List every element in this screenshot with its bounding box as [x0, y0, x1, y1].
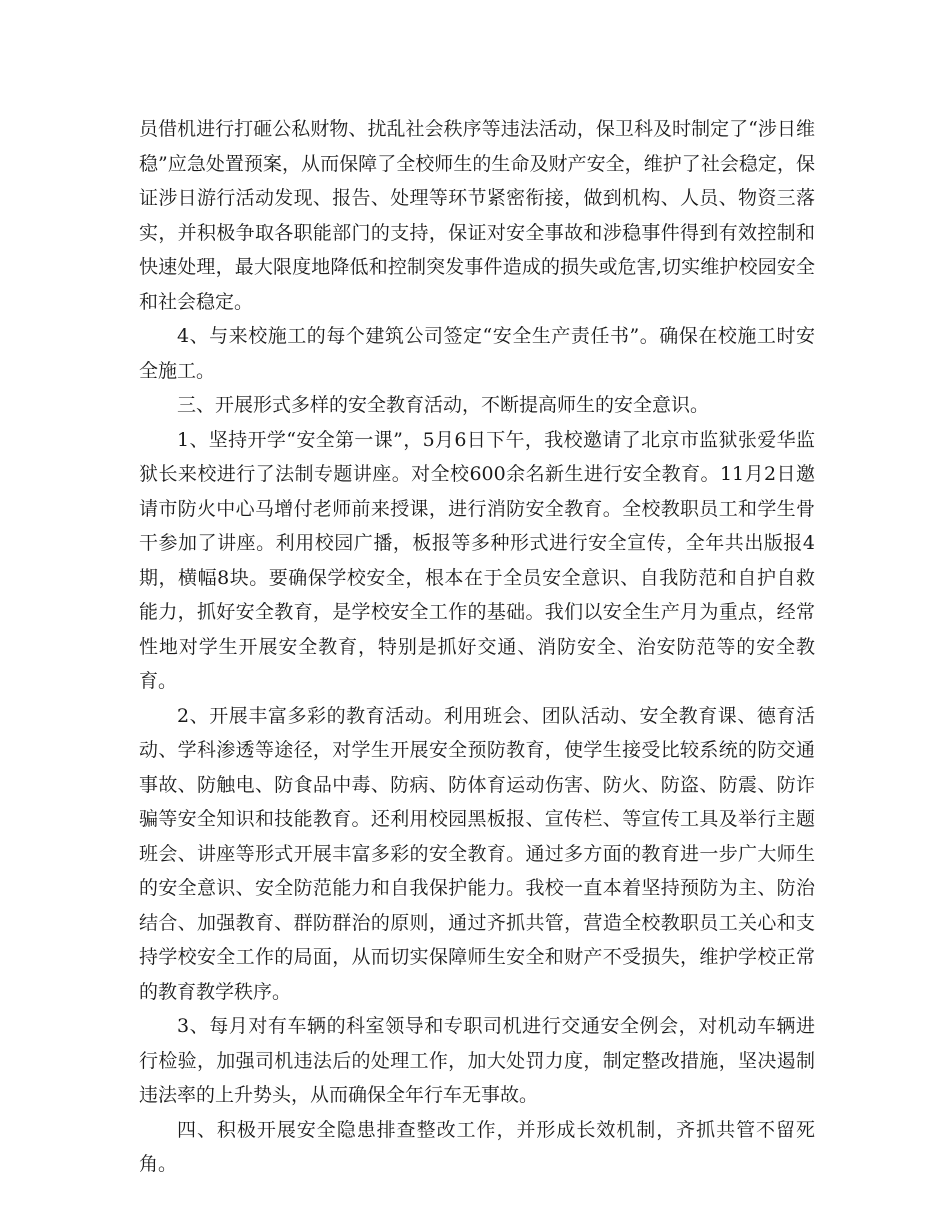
paragraph-item-1: 1、坚持开学“安全第一课”，5月6日下午，我校邀请了北京市监狱张爱华监狱长来校进行了法制专题讲座。对全校600余名新生进行安全教育。11月2日邀请市防火中心马增付老师前来授课，进行消防安全教育。全校教职员工和学生骨干参加了讲座。利用校园广播，板报等多种形式进行安全宣传，全年共出版报4期，横幅8块。要确保学校安全，根本在于全员安全意识、自我防范和自护自救能力，抓好安全教育，是学校安全工作的基础。我们以安全生产月为重点，经常性地对学生开展安全教育，特别是抓好交通、消防安全、治安防范等的安全教育。	[139, 428, 815, 692]
section-heading-3: 三、开展形式多样的安全教育活动，不断提高师生的安全意识。	[177, 394, 710, 416]
paragraph-continued: 员借机进行打砸公私财物、扰乱社会秩序等违法活动，保卫科及时制定了“涉日维稳”应急处置预案，从而保障了全校师生的生命及财产安全，维护了社会稳定，保证涉日游行活动发现、报告、处理等环节紧密衔接，做到机构、人员、物资三落实，并积极争取各职能部门的支持，保证对安全事故和涉稳事件得到有效控制和快速处理，最大限度地降低和控制突发事件造成的损失或危害,切实维护校园安全和社会稳定。	[139, 118, 815, 313]
section-heading-4: 四、积极开展安全隐患排查整改工作，并形成长效机制，齐抓共管不留死角。	[139, 1118, 815, 1175]
document-body	[139, 112, 815, 1182]
paragraph-item-4: 4、与来校施工的每个建筑公司签定“安全生产责任书”。确保在校施工时安全施工。	[139, 325, 815, 382]
paragraph-item-2: 2、开展丰富多彩的教育活动。利用班会、团队活动、安全教育课、德育活动、学科渗透等途径，对学生开展安全预防教育，使学生接受比较系统的防交通事故、防触电、防食品中毒、防病、防体育运动伤害、防火、防盗、防震、防诈骗等安全知识和技能教育。还利用校园黑板报、宣传栏、等宣传工具及举行主题班会、讲座等形式开展丰富多彩的安全教育。通过多方面的教育进一步广大师生的安全意识、安全防范能力和自我保护能力。我校一直本着坚持预防为主、防治结合、加强教育、群防群治的原则，通过齐抓共管，营造全校教职员工关心和支持学校安全工作的局面，从而切实保障师生安全和财产不受损失，维护学校正常的教育教学秩序。	[139, 704, 815, 1003]
paragraph-item-3: 3、每月对有车辆的科室领导和专职司机进行交通安全例会，对机动车辆进行检验，加强司机违法后的处理工作，加大处罚力度，制定整改措施，坚决遏制违法率的上升势头，从而确保全年行车无事故。	[139, 1015, 815, 1106]
